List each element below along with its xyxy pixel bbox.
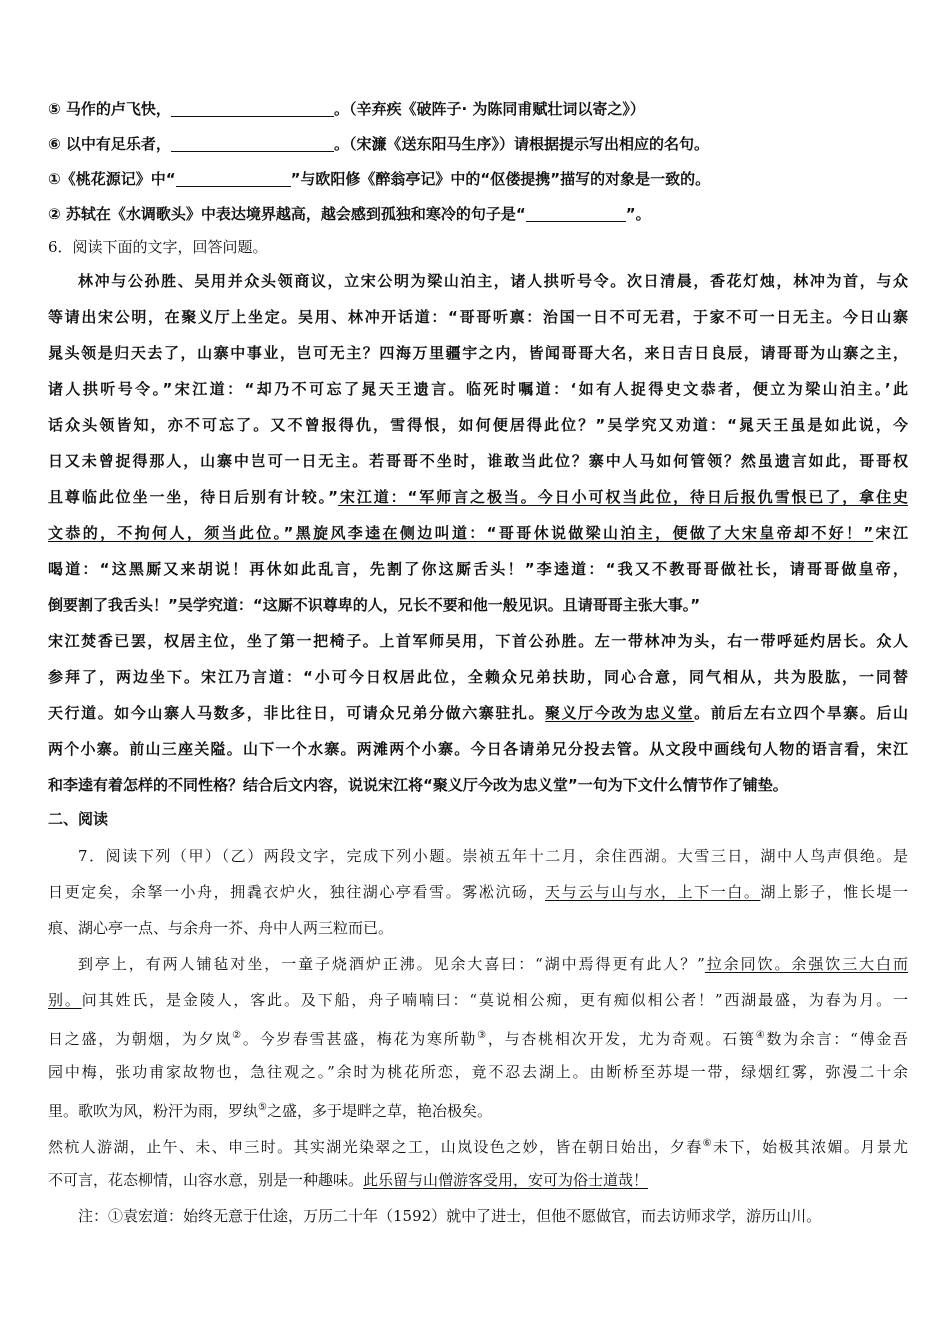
prompt-2-text: ② 苏轼在《水调歌头》中表达境界越高，越会感到孤独和寒冷的句子是“ bbox=[48, 205, 526, 223]
underlined-sentence: 拉余同饮。余强饮三大白而 bbox=[704, 955, 908, 973]
passage-text: 日更定矣，余拏一小舟，拥毳衣炉火，独往湖心亭看雪。雾凇沆砀， bbox=[48, 883, 546, 901]
answer-blank[interactable] bbox=[526, 205, 626, 222]
passage-line bbox=[48, 1169, 908, 1191]
passage-line: 晁头领是归天去了，山寨中事业，岂可无主？四海万里疆宇之内，皆闻哥哥大名，来日吉日良辰，请哥哥为山寨之主， bbox=[48, 344, 908, 362]
passage-text: 天行道。如今山寨人马数多，非比往日，可请众兄弟分做六寨驻扎。 bbox=[48, 704, 546, 722]
passage-text: 日之盛，为朝烟，为夕岚 bbox=[48, 1030, 233, 1048]
passage-line bbox=[48, 702, 908, 724]
prompt-1-tail: ”与欧阳修《醉翁亭记》中的“伛偻提携”描写的对象是一致的。 bbox=[290, 170, 711, 188]
passage-line bbox=[48, 486, 908, 508]
passage-line: 宋江焚香已罢，权居主位，坐了第一把椅子。上首军师吴用，下首公孙胜。左一带林冲为头，右一带呼延灼居长。众人 bbox=[48, 632, 908, 650]
passage-line: 话众头领皆知，亦不可忘了。又不曾报得仇，雪得恨，如何便居得此位？”吴学究又劝道：“晁天王虽是如此说，今 bbox=[48, 416, 908, 434]
passage-text: 。前后左右立四个旱寨。后山 bbox=[694, 704, 908, 722]
passage-line bbox=[48, 1097, 908, 1122]
footnote-mark: ② bbox=[232, 1030, 243, 1041]
passage-line: 和李逵有着怎样的不同性格？结合后文内容，说说宋江将“聚义厅今改为忠义堂”一句为下文什么情节作了铺垫。 bbox=[48, 776, 788, 794]
prompt-2 bbox=[48, 203, 908, 225]
item-5-source: 。（辛弃疾《破阵子· 为陈同甫赋壮词以寄之》） bbox=[333, 100, 645, 118]
passage-text: 里。歌吹为风，粉汗为雨，罗纨 bbox=[48, 1102, 259, 1120]
underlined-sentence: 宋江道：“军师言之极当。今日小可权当此位，待日后报仇雪恨已了，拿住史 bbox=[337, 488, 908, 506]
passage-line: 倒要割了我舌头！”吴学究道：“这厮不识尊卑的人，兄长不要和他一般见识。且请哥哥主张大事。” bbox=[48, 596, 701, 614]
item-6-source: 。（宋濂《送东阳马生序》）请根据提示写出相应的名句。 bbox=[333, 135, 709, 153]
item-5 bbox=[48, 98, 908, 120]
passage-line: 两个小寨。前山三座关隘。山下一个水寨。两滩两个小寨。今日各请弟兄分投去管。从文段中画线句人物的语言看，宋江 bbox=[48, 740, 908, 758]
prompt-2-tail: ”。 bbox=[625, 205, 651, 223]
passage-line: 园中梅，张功甫家故物也，急往观之。”余时为桃花所恋，竟不忍去湖上。由断桥至苏堤一带，绿烟红雾，弥漫二十余 bbox=[48, 1063, 908, 1081]
footnote-mark: ③ bbox=[477, 1030, 488, 1041]
underlined-sentence: 别。 bbox=[48, 991, 82, 1009]
answer-blank[interactable] bbox=[171, 135, 334, 152]
underlined-sentence: 此乐留与山僧游客受用，安可为俗士道哉！ bbox=[363, 1171, 649, 1189]
passage-text: 然杭人游湖，止午、未、申三时。其实湖光染翠之工，山岚设色之妙，皆在朝日始出，夕舂 bbox=[48, 1138, 703, 1156]
passage-text: 湖上影子，惟长堤一 bbox=[760, 883, 908, 901]
passage-line bbox=[48, 1133, 908, 1158]
footnote-mark: ⑥ bbox=[702, 1138, 713, 1149]
passage-line: 喝道：“这黑厮又来胡说！再休如此乱言，先割了你这厮舌头！”李逵道：“我又不教哥哥做社长，请哥哥做皇帝， bbox=[48, 560, 908, 578]
passage-line: 林冲与公孙胜、吴用并众头领商议，立宋公明为梁山泊主，诸人拱听号令。次日清晨，香花灯烛，林冲为首，与众 bbox=[78, 272, 908, 290]
passage-text: 未下，始极其浓媚。月景尤 bbox=[712, 1138, 908, 1156]
passage-line: 日又未曾捉得那人，山寨中岂可一日无主。若哥哥不坐时，谁敢当此位？寨中人马如何管领？然虽遗言如此，哥哥权 bbox=[48, 452, 908, 470]
passage-text: 宋江 bbox=[873, 524, 908, 542]
item-6-text: ⑥ 以中有足乐者， bbox=[48, 135, 171, 153]
passage-line bbox=[48, 989, 908, 1011]
passage-text: 且尊临此位坐一坐，待日后别有计较。” bbox=[48, 488, 338, 506]
passage-text: 之盛，多于堤畔之草，艳冶极矣。 bbox=[266, 1102, 492, 1120]
passage-text: 到亭上，有两人铺毡对坐，一童子烧酒炉正沸。见余大喜曰：“湖中焉得更有此人？” bbox=[78, 955, 705, 973]
passage-line bbox=[48, 881, 908, 903]
underlined-sentence: 聚义厅今改为忠义堂 bbox=[545, 704, 695, 722]
passage-line: 等请出宋公明，在聚义厅上坐定。吴用、林冲开话道：“哥哥听禀：治国一日不可无君，于家不可一日无主。今日山寨 bbox=[48, 308, 908, 326]
section-heading: 二、阅读 bbox=[48, 810, 109, 828]
passage-line bbox=[48, 1025, 908, 1050]
footnote-mark: ⑤ bbox=[258, 1102, 267, 1113]
prompt-1 bbox=[48, 168, 908, 190]
passage-line bbox=[48, 522, 908, 544]
answer-blank[interactable] bbox=[176, 170, 291, 187]
passage-text: 不可言，花态柳情，山容水意，别是一种趣味。 bbox=[48, 1171, 364, 1189]
passage-text: ，与杏桃相次开发，尤为奇观。石篑 bbox=[487, 1030, 756, 1048]
item-5-text: ⑤ 马作的卢飞快， bbox=[48, 100, 171, 118]
footnote: 注：①袁宏道：始终无意于仕途，万历二十年（1592）就中了进士，但他不愿做官，而去访师求学，游历山川。 bbox=[78, 1207, 822, 1225]
passage-line: 诸人拱听号令。”宋江道：“却乃不可忘了晁天王遗言。临死时嘱道：‘如有人捉得史文恭者，便立为梁山泊主。’此 bbox=[48, 380, 908, 398]
underlined-sentence: 天与云与山与水，上下一白。 bbox=[545, 883, 761, 901]
passage-text: 。今岁春雪甚盛，梅花为寒所勒 bbox=[242, 1030, 478, 1048]
item-6 bbox=[48, 133, 908, 155]
footnote-mark: ④ bbox=[755, 1030, 767, 1041]
prompt-1-text: ①《桃花源记》中“ bbox=[48, 170, 176, 188]
passage-text: 问其姓氏，是金陵人，客此。及下船，舟子喃喃曰：“莫说相公痴，更有痴似相公者！”西湖最盛，为春为月。一 bbox=[81, 991, 908, 1009]
passage-line bbox=[78, 953, 908, 975]
passage-line: 痕、湖心亭一点、与余舟一芥、舟中人两三粒而已。 bbox=[48, 919, 394, 937]
passage-line: 参拜了，两边坐下。宋江乃言道：“小可今日权居此位，全赖众兄弟扶助，同心合意，同气相从，共为股肱，一同替 bbox=[48, 668, 908, 686]
passage-line: 7．阅读下列（甲）（乙）两段文字，完成下列小题。崇祯五年十二月，余住西湖。大雪三日，湖中人鸟声俱绝。是 bbox=[78, 847, 908, 865]
question-6-title: 6．阅读下面的文字，回答问题。 bbox=[48, 238, 268, 256]
answer-blank[interactable] bbox=[171, 100, 334, 117]
underlined-sentence: 文恭的，不拘何人，须当此位。”黑旋风李逵在侧边叫道：“哥哥休说做梁山泊主，便做了大宋皇帝却不好！” bbox=[48, 524, 874, 542]
passage-text: 数为余言：“傅金吾 bbox=[766, 1030, 908, 1048]
